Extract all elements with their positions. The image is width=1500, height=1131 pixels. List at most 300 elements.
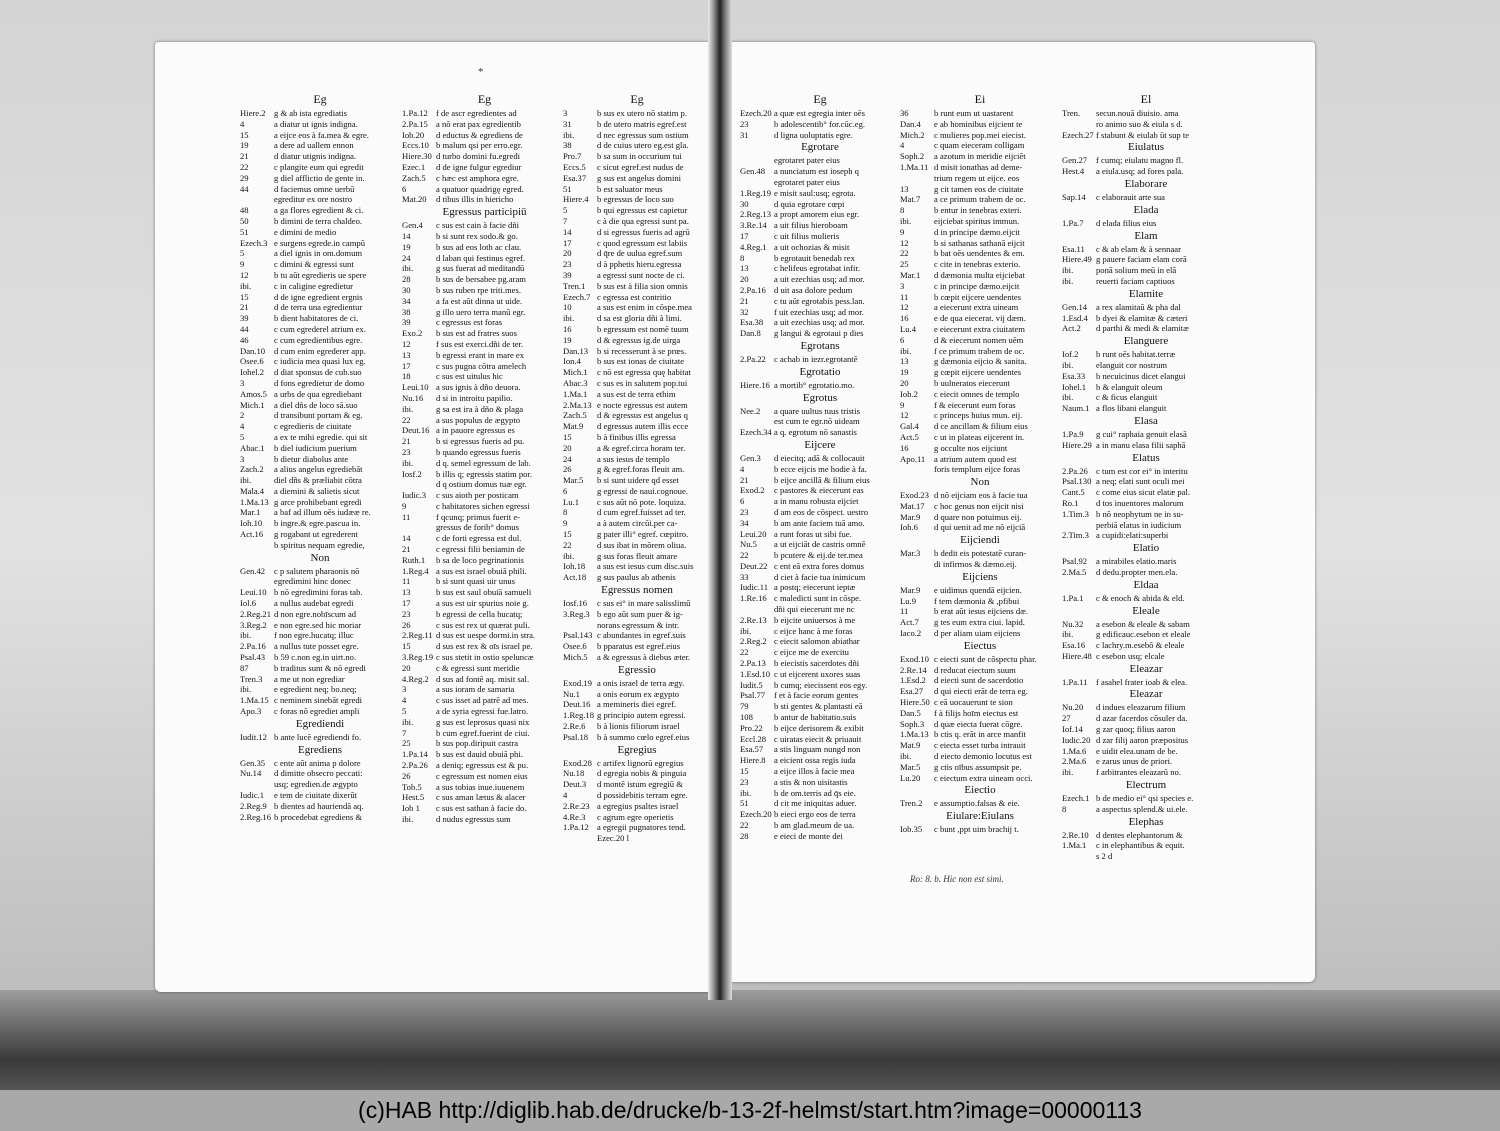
concordance-entry [402, 393, 567, 404]
scripture-reference: 28 [740, 830, 749, 841]
concordance-entry [402, 620, 567, 631]
scripture-reference: Nu.18 [563, 768, 585, 779]
scripture-reference: 18 [402, 371, 411, 382]
concordance-entry [900, 205, 1060, 216]
concordance-entry [402, 108, 567, 119]
scripture-reference: 6 [402, 183, 407, 194]
scripture-reference: Abac.3 [563, 377, 588, 388]
entry-text: a nullus tute posset egre. [274, 641, 359, 652]
entry-text: b si sunt uidere qd esset [597, 475, 679, 486]
scripture-reference: 46 [240, 334, 249, 345]
concordance-entry [1062, 382, 1230, 393]
scripture-reference: Iudic.20 [1062, 734, 1091, 745]
section-heading: Egrotus [802, 391, 838, 404]
scripture-reference: 5 [563, 205, 568, 216]
concordance-entry [1062, 713, 1230, 724]
entry-text: a sus ignis à dño deuora. [436, 382, 521, 393]
entry-text: f stabunt & eiulab ūt sup te [1096, 129, 1190, 140]
entry-text: f uit ezechias usq; ad mor. [774, 306, 864, 317]
entry-text: d eiecti sunt de sacerdotio [934, 675, 1024, 686]
entry-text: c sicut egref.est nudus de [597, 161, 684, 172]
entry-text: c esebon usq; elcale [1096, 650, 1165, 661]
scripture-reference: Zach.5 [402, 172, 426, 183]
concordance-entry [240, 313, 400, 324]
concordance-entry [402, 706, 567, 717]
scripture-reference: ibi. [563, 313, 575, 324]
concordance-entry [900, 559, 1060, 570]
entry-text: a me ut non egrediar [274, 673, 345, 684]
entry-text: d zar filij aaron præpositus [1096, 734, 1189, 745]
concordance-entry [402, 771, 567, 782]
entry-text: g sus est angelus domini [597, 172, 682, 183]
scripture-reference: Apo.11 [900, 453, 926, 464]
scripture-reference: 1.Esd.2 [900, 675, 926, 686]
entry-text: a sus est enim in cōspe.mea [597, 302, 692, 313]
scripture-reference: Hiere.30 [402, 151, 432, 162]
entry-text: d egressus autem illis ecce [597, 421, 689, 432]
scripture-reference: 13 [900, 183, 909, 194]
entry-text: c à die qua egressi sunt pa. [597, 215, 689, 226]
scripture-reference: 21 [240, 151, 249, 162]
entry-text: b & elanguit oleum [1096, 381, 1163, 392]
concordance-entry [402, 184, 567, 195]
scripture-reference: Act.2 [1062, 323, 1081, 334]
concordance-entry [240, 227, 400, 238]
scripture-reference: Mat.9 [900, 740, 921, 751]
concordance-entry [740, 380, 900, 391]
concordance-entry [900, 443, 1060, 454]
entry-text: g cui° raphaia genuit elasā [1096, 428, 1187, 439]
scripture-reference: 2.Reg.2 [740, 636, 767, 647]
concordance-entry [402, 544, 567, 555]
scan-bottom-shadow [0, 990, 1500, 1090]
entry-text: d eiecitq; adā & collocauit [774, 452, 865, 463]
concordance-entry [402, 728, 567, 739]
scripture-reference: Psal.92 [1062, 556, 1088, 567]
concordance-entry [240, 443, 400, 454]
scripture-reference: Tren.2 [900, 798, 923, 809]
concordance-entry [900, 162, 1060, 173]
entry-text: c mulieres pop.mei eiecist. [934, 129, 1026, 140]
entry-text: c egredieris de ciuitate [274, 421, 352, 432]
entry-text: b à summo cœlo egref.eius [597, 731, 690, 742]
concordance-entry [240, 119, 400, 130]
concordance-entry [240, 454, 400, 465]
concordance-entry [240, 367, 400, 378]
concordance-entry [1062, 349, 1230, 360]
concordance-entry [563, 572, 711, 583]
scripture-reference: Dan.13 [563, 345, 589, 356]
entry-text: b sus est à filia sion omnis [597, 280, 688, 291]
concordance-entry [563, 689, 711, 700]
concordance-entry [563, 184, 711, 195]
concordance-entry [240, 486, 400, 497]
entry-text: a eiula.usq; ad fores pala. [1096, 166, 1184, 177]
entry-text: b procedebat egrediens & [274, 811, 363, 822]
concordance-entry [240, 335, 400, 346]
scripture-reference: Ion.4 [563, 356, 581, 367]
concordance-entry [402, 328, 567, 339]
concordance-entry [1062, 371, 1230, 382]
concordance-entry [402, 641, 567, 652]
concordance-entry [240, 410, 400, 421]
entry-text: b eijcite uniuersos à me [774, 614, 856, 625]
concordance-entry [402, 684, 567, 695]
concordance-entry [402, 404, 567, 415]
concordance-entry [402, 533, 567, 544]
concordance-entry [900, 302, 1060, 313]
entry-text: d dentes elephantorum & [1096, 829, 1183, 840]
entry-text: a urbs de qua egrediebant [274, 388, 362, 399]
concordance-entry [240, 540, 400, 551]
scripture-reference: Osee.6 [240, 356, 264, 367]
printer-mark: * [478, 66, 484, 78]
concordance-entry [740, 177, 900, 188]
entry-text: c eiecti sunt de cōspectu phar. [934, 653, 1037, 664]
scripture-reference: ibi. [740, 625, 752, 636]
entry-text: a ut eijciāt de castris omnē [774, 539, 866, 550]
entry-text: c neminem sinebāt egredi [274, 695, 363, 706]
scripture-reference: 19 [563, 334, 572, 345]
concordance-entry [900, 501, 1060, 512]
entry-text: d qui eiecti erāt de terra eg. [934, 686, 1028, 697]
concordance-entry [563, 678, 711, 689]
entry-text: a uit ochozias & misit [774, 241, 850, 252]
section-heading: Eiulare:Eiulans [946, 810, 1014, 823]
entry-text: e uidit elea.unam de be. [1096, 745, 1178, 756]
concordance-entry [563, 216, 711, 227]
scripture-reference: 50 [240, 215, 249, 226]
concordance-entry [402, 350, 567, 361]
scripture-reference: 3 [402, 684, 407, 695]
concordance-entry [740, 427, 900, 438]
entry-text: d tibus illis in hiericho [436, 194, 514, 205]
entry-text: di infirmos & dæmo.eij. [934, 559, 1017, 570]
scripture-reference: Exod.2 [740, 485, 765, 496]
entry-text: d de igne fulgur egrediur [436, 161, 522, 172]
entry-text: d transibunt portam & eg. [274, 410, 363, 421]
concordance-entry [740, 647, 900, 658]
concordance-entry [402, 512, 567, 523]
concordance-entry [240, 302, 400, 313]
scripture-reference: ibi. [563, 550, 575, 561]
entry-text: d egregia nobis & pinguia [597, 768, 687, 779]
concordance-entry [1062, 192, 1230, 203]
scripture-reference: Esa.11 [1062, 243, 1085, 254]
scripture-reference: 9 [563, 518, 568, 529]
entry-text: b bat oēs uendentes & em. [934, 248, 1025, 259]
concordance-entry [900, 194, 1060, 205]
concordance-entry [240, 270, 400, 281]
scripture-reference: 22 [900, 248, 909, 259]
concordance-entry [402, 382, 567, 393]
entry-text: c eiecit omnes de templo [934, 388, 1020, 399]
concordance-entry [402, 140, 567, 151]
concordance-entry [563, 140, 711, 151]
entry-text: a sus est uir spurius noie g. [436, 598, 529, 609]
scripture-reference: 2 [240, 410, 245, 421]
concordance-entry [740, 572, 900, 583]
concordance-entry [402, 242, 567, 253]
concordance-entry [900, 654, 1060, 665]
concordance-entry [563, 324, 711, 335]
scripture-reference: ibi. [240, 280, 252, 291]
concordance-entry [1062, 440, 1230, 451]
entry-text: b pcutere & eij.de ter.mea [774, 550, 863, 561]
concordance-entry [240, 108, 400, 119]
entry-text: c ut eijcerent uxores suas [774, 668, 861, 679]
scripture-reference: 13 [402, 349, 411, 360]
scripture-reference: Ezech.1 [1062, 793, 1090, 804]
entry-text: a & egressus à diebus æter. [597, 652, 691, 663]
scripture-reference: 44 [240, 323, 249, 334]
scripture-reference: Deut.16 [402, 425, 430, 436]
concordance-entry [402, 285, 567, 296]
entry-text: c sus ei° in mare salisslimū [597, 598, 691, 609]
entry-text: b egressi de cella hucatq; [436, 608, 523, 619]
entry-text: a propt amorem eius egr. [774, 209, 860, 220]
entry-text: d ciet à facie tua inimicum [774, 571, 866, 582]
concordance-entry [402, 307, 567, 318]
entry-text: d turbo domini fu.egredi [436, 151, 521, 162]
entry-text: c egressum est nomen eius [436, 770, 528, 781]
concordance-entry [563, 699, 711, 710]
concordance-entry [1062, 702, 1230, 713]
concordance-entry [1062, 119, 1230, 130]
concordance-entry [900, 119, 1060, 130]
scripture-reference: 15 [563, 529, 572, 540]
concordance-entry [402, 469, 567, 480]
entry-text: d sus est uespe dormi.in stra. [436, 630, 536, 641]
entry-text: d sus est rex & oīs israel pe. [436, 641, 533, 652]
entry-text: ro animo suo & eiula s d. [1096, 118, 1183, 129]
scripture-reference: 4 [740, 463, 745, 474]
concordance-entry [240, 598, 400, 609]
concordance-entry [900, 617, 1060, 628]
scripture-reference: 20 [740, 274, 749, 285]
concordance-entry [402, 490, 567, 501]
scripture-reference: Ezech.3 [240, 237, 268, 248]
entry-text: g occulte nos eijciunt [934, 442, 1008, 453]
concordance-entry [563, 721, 711, 732]
scripture-reference: 3.Reg.3 [563, 608, 590, 619]
entry-text: f ce primum trabem de oc. [934, 345, 1025, 356]
entry-text: a sus est israel obuiā phili. [436, 565, 527, 576]
scripture-reference: Psal.143 [563, 630, 593, 641]
entry-text: c eā uocauerunt te sion [934, 697, 1013, 708]
concordance-entry [240, 801, 400, 812]
entry-text: b antur de habitatio.suis [774, 712, 857, 723]
scripture-reference: ibi. [900, 215, 912, 226]
scripture-reference: Mat.7 [900, 194, 921, 205]
concordance-entry [740, 285, 900, 296]
concordance-entry [402, 792, 567, 803]
concordance-entry [1062, 392, 1230, 403]
entry-text: b am glad.meum de ua. [774, 820, 855, 831]
concordance-entry [1062, 556, 1230, 567]
entry-text: d & eiecerunt nomen uēm [934, 334, 1024, 345]
concordance-entry [240, 205, 400, 216]
concordance-entry [1062, 724, 1230, 735]
scripture-reference: Nu.5 [740, 539, 757, 550]
concordance-entry [900, 798, 1060, 809]
scripture-reference: Hiere.29 [1062, 439, 1092, 450]
entry-text: g tes eum extra ciui. lapid. [934, 617, 1025, 628]
concordance-entry [563, 421, 711, 432]
entry-text: c sus aioth per posticam [436, 490, 519, 501]
scripture-reference: 2.Ma.13 [563, 399, 592, 410]
entry-text: g sus fuerat ad meditandū [436, 263, 525, 274]
entry-text: b adolescentib° for.cūc.eg. [774, 118, 866, 129]
entry-text: d cum egref.fuisset ad ter. [597, 507, 686, 518]
scripture-reference: 4 [900, 140, 905, 151]
entry-text: a eijce eos à fa.mea & egre. [274, 129, 369, 140]
entry-text: c eiecit salomon abiathar [774, 636, 860, 647]
scripture-reference: Exo.2 [402, 328, 423, 339]
entry-text: c in elephantibus & equit. [1096, 840, 1185, 851]
scripture-reference: 1.Esd.4 [1062, 312, 1088, 323]
scripture-reference: Leui.20 [740, 528, 767, 539]
scripture-reference: 21 [740, 474, 749, 485]
entry-text: a egregius psaltes israel [597, 800, 679, 811]
concordance-entry [1062, 804, 1230, 815]
concordance-entry [240, 609, 400, 620]
scripture-reference: ibi. [240, 684, 252, 695]
entry-text: d possidebitis terram egre. [597, 790, 688, 801]
concordance-entry [240, 140, 400, 151]
scripture-reference: Naum.1 [1062, 403, 1090, 414]
entry-text: b uulneratos eiecerunt [934, 377, 1010, 388]
concordance-entry [1062, 218, 1230, 229]
entry-text: c eiectum extra uineam occi. [934, 772, 1033, 783]
concordance-entry [740, 464, 900, 475]
section-heading: Elephas [1128, 815, 1164, 828]
concordance-entry [740, 199, 900, 210]
concordance-entry [900, 356, 1060, 367]
concordance-entry [740, 831, 900, 842]
entry-text: c foras nō egrediet ampli [274, 706, 360, 717]
section-heading: Egrotans [800, 339, 840, 352]
concordance-entry [1062, 155, 1230, 166]
scripture-reference: 8 [563, 507, 568, 518]
scripture-reference: 17 [402, 598, 411, 609]
scripture-reference: 12 [900, 237, 909, 248]
entry-text: a dere ad uallem ennon [274, 140, 354, 151]
left-page-column-3 [563, 92, 711, 844]
scripture-reference: Lu.4 [900, 323, 916, 334]
concordance-entry [402, 253, 567, 264]
concordance-entry [1062, 244, 1230, 255]
entry-text: ponā solium meū in elā [1096, 265, 1177, 276]
section-heading: Egrediens [298, 743, 342, 756]
concordance-entry [402, 501, 567, 512]
scripture-reference: 8 [900, 205, 905, 216]
scripture-reference: 9 [900, 399, 905, 410]
entry-text: f arbitrantes eleazarū no. [1096, 767, 1181, 778]
concordance-entry [402, 296, 567, 307]
concordance-entry [402, 717, 567, 728]
entry-text: g zar quoq; filius aaron [1096, 724, 1176, 735]
concordance-entry [240, 630, 400, 641]
scripture-reference: 1.Pa.11 [1062, 676, 1088, 687]
entry-text: trium regem ut eijce. eos [934, 172, 1020, 183]
scripture-reference: Mar.1 [900, 269, 921, 280]
scripture-reference: ibi. [1062, 392, 1074, 403]
entry-text: g langui & egrotaui p dies [774, 328, 864, 339]
entry-text: f sus est exerci.dñi de ter. [436, 338, 524, 349]
entry-text: c sus stetit in ostio speluncæ [436, 652, 534, 663]
scripture-reference: Lu.9 [900, 595, 916, 606]
entry-text: g cit tamen eos de ciuitate [934, 183, 1024, 194]
scripture-reference: 1.Ma.13 [240, 496, 269, 507]
scripture-reference: 2.Pa.22 [740, 353, 766, 364]
entry-text: c achab in iezr.egrotantē [774, 353, 858, 364]
scripture-reference: Zach.2 [240, 464, 264, 475]
concordance-entry [740, 712, 900, 723]
concordance-entry [1062, 313, 1230, 324]
entry-text: c ent eā extra fores domus [774, 560, 864, 571]
concordance-entry [563, 400, 711, 411]
concordance-entry [563, 292, 711, 303]
concordance-entry [402, 447, 567, 458]
entry-text: g arce prohibebant egredi [274, 496, 362, 507]
scripture-reference: Gen.14 [1062, 301, 1088, 312]
scripture-reference: Soph.3 [900, 718, 925, 729]
scripture-reference: 27 [1062, 713, 1071, 724]
scripture-reference: Amos.5 [240, 388, 267, 399]
concordance-entry [740, 209, 900, 220]
entry-text: d sus ibat in mõrem oliua. [597, 539, 687, 550]
entry-text: c sus est cain à facie dñi [436, 220, 520, 231]
concordance-entry [900, 108, 1060, 119]
entry-text: c tum est cor ei° in interitu [1096, 465, 1188, 476]
entry-text: a diemini & salietis sicut [274, 485, 360, 496]
scripture-reference: ibi. [740, 787, 752, 798]
concordance-entry [900, 512, 1060, 523]
entry-text: b eieci ergo eos de terra [774, 809, 856, 820]
column-heading: Eg [813, 92, 827, 106]
scripture-reference: Dan.10 [240, 345, 266, 356]
scripture-reference: 28 [402, 274, 411, 285]
entry-text: b sa sum in occurium tui [597, 151, 682, 162]
concordance-entry [1062, 302, 1230, 313]
entry-text: reuerti faciam captiuos [1096, 275, 1175, 286]
concordance-entry [240, 162, 400, 173]
scripture-reference: Psal.77 [740, 690, 766, 701]
entry-text: g sus foras fleuit amare [597, 550, 678, 561]
entry-text: b sti gentes & plantasti eā [774, 701, 863, 712]
concordance-entry [240, 238, 400, 249]
scripture-reference: 14 [563, 226, 572, 237]
scripture-reference: 23 [402, 446, 411, 457]
copyright-footer: (c)HAB http://diglib.hab.de/drucke/b-13-2f-helmst/start.htm?image=00000113 [0, 1090, 1500, 1131]
entry-text: b 59 c.non eg.in uirt.no. [274, 652, 357, 663]
scripture-reference: Dan.8 [740, 328, 761, 339]
concordance-entry [900, 708, 1060, 719]
concordance-entry [1062, 530, 1230, 541]
scripture-reference: Mat.9 [563, 421, 584, 432]
scripture-reference: 2.Re.6 [563, 721, 586, 732]
entry-text: a deniq; egressus est & pu. [436, 760, 529, 771]
entry-text: d sus ad fontē aq. misit sal. [436, 673, 530, 684]
scripture-reference: 38 [402, 306, 411, 317]
scripture-reference: 2.Reg.13 [740, 209, 772, 220]
entry-text: a quatuor quadrigę egred. [436, 183, 524, 194]
section-heading: Eiectio [964, 784, 996, 797]
concordance-entry [740, 788, 900, 799]
entry-text: b dient habitatores de ci. [274, 313, 359, 324]
entry-text: b si egressus fueris ad pu. [436, 436, 525, 447]
